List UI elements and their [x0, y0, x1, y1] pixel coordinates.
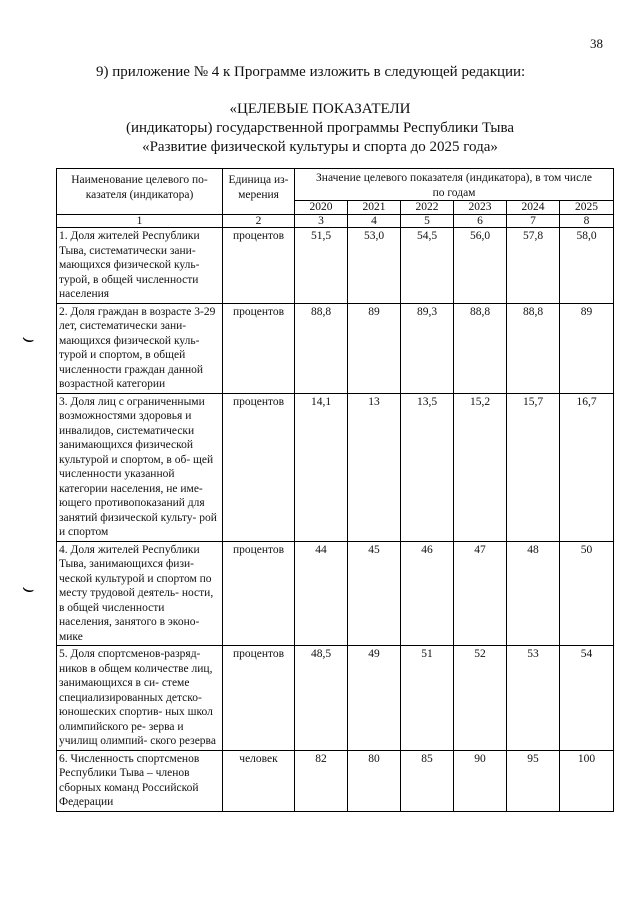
indicator-value: 89 — [560, 303, 614, 393]
indicator-value: 54,5 — [401, 228, 454, 304]
indicator-value: 48 — [507, 541, 560, 646]
indicator-value: 15,7 — [507, 393, 560, 541]
indicator-unit: процентов — [223, 541, 295, 646]
indicator-value: 16,7 — [560, 393, 614, 541]
table-row — [57, 541, 614, 646]
column-number: 6 — [454, 215, 507, 228]
indicator-value: 57,8 — [507, 228, 560, 304]
indicator-name: 5. Доля спортсменов-разряд- ников в общем количестве лиц, занимающихся в си- стеме специализированных детско-юношеских спортив- ных школ олимпийского ре- зерва и училищ олимпий- ского резерва — [57, 646, 223, 751]
title-line-1: «ЦЕЛЕВЫЕ ПОКАЗАТЕЛИ — [229, 101, 411, 117]
indicator-value: 47 — [454, 541, 507, 646]
year-header: 2020 — [295, 201, 348, 215]
indicator-value: 90 — [454, 750, 507, 811]
indicator-value: 56,0 — [454, 228, 507, 304]
column-number: 3 — [295, 215, 348, 228]
indicator-value: 95 — [507, 750, 560, 811]
year-header: 2022 — [401, 201, 454, 215]
indicator-value: 88,8 — [507, 303, 560, 393]
indicator-value: 100 — [560, 750, 614, 811]
indicator-value: 54 — [560, 646, 614, 751]
indicator-unit: процентов — [223, 393, 295, 541]
indicator-value: 13,5 — [401, 393, 454, 541]
margin-mark: ⌣ — [19, 324, 39, 352]
column-number: 5 — [401, 215, 454, 228]
column-number: 2 — [223, 215, 295, 228]
indicator-value: 15,2 — [454, 393, 507, 541]
table-row — [57, 228, 614, 304]
indicator-value: 82 — [295, 750, 348, 811]
column-number: 8 — [560, 215, 614, 228]
indicator-value: 49 — [348, 646, 401, 751]
indicator-value: 53 — [507, 646, 560, 751]
table-row — [57, 393, 614, 541]
header-unit: Единица из- мерения — [223, 169, 295, 215]
table-row — [57, 303, 614, 393]
indicator-value: 45 — [348, 541, 401, 646]
table-row — [57, 646, 614, 751]
column-number: 7 — [507, 215, 560, 228]
year-header: 2023 — [454, 201, 507, 215]
indicator-name: 4. Доля жителей Республики Тыва, занимающихся физи- ческой культурой и спортом по месту трудовой деятель- ности, в общей численности населения, занятого в эконо- мике — [57, 541, 223, 646]
indicator-name: 1. Доля жителей Республики Тыва, систематически зани- мающихся физической куль- турой, в общей численности населения — [57, 228, 223, 304]
indicator-value: 89,3 — [401, 303, 454, 393]
indicator-name: 2. Доля граждан в возрасте 3-29 лет, систематически зани- мающихся физической куль- турой и спортом, в общей численности граждан данной возрастной категории — [57, 303, 223, 393]
document-title — [0, 100, 640, 157]
indicator-value: 13 — [348, 393, 401, 541]
intro-text: 9) приложение № 4 к Программе изложить в следующей редакции: — [96, 64, 526, 80]
indicator-unit: человек — [223, 750, 295, 811]
indicator-value: 89 — [348, 303, 401, 393]
indicator-unit: процентов — [223, 303, 295, 393]
indicator-name: 3. Доля лиц с ограниченными возможностями здоровья и инвалидов, систематически занимающихся физической культурой и спортом, в об- щей численности указанной категории населения, не име- ющего противопоказаний для занятий физической культу- рой и спортом — [57, 393, 223, 541]
title-line-2: (индикаторы) государственной программы Республики Тыва — [125, 120, 515, 136]
year-header: 2025 — [560, 201, 614, 215]
indicator-value: 44 — [295, 541, 348, 646]
indicator-value: 80 — [348, 750, 401, 811]
indicator-value: 50 — [560, 541, 614, 646]
column-numbers-row — [57, 215, 614, 228]
year-header: 2024 — [507, 201, 560, 215]
table-row — [57, 750, 614, 811]
title-line-3: «Развитие физической культуры и спорта до 2025 года» — [142, 139, 498, 155]
indicator-value: 46 — [401, 541, 454, 646]
indicator-value: 52 — [454, 646, 507, 751]
indicator-value: 88,8 — [295, 303, 348, 393]
indicator-name: 6. Численность спортсменов Республики Тыва – членов сборных команд Российской Федерации — [57, 750, 223, 811]
column-number: 1 — [57, 215, 223, 228]
indicator-unit: процентов — [223, 228, 295, 304]
year-header: 2021 — [348, 201, 401, 215]
indicator-value: 48,5 — [295, 646, 348, 751]
indicators-table — [56, 168, 614, 812]
indicator-value: 88,8 — [454, 303, 507, 393]
header-indicator-name: Наименование целевого по- казателя (индикатора) — [57, 169, 223, 215]
margin-mark: ⌣ — [19, 574, 39, 602]
indicator-value: 14,1 — [295, 393, 348, 541]
indicator-value: 53,0 — [348, 228, 401, 304]
indicator-value: 51,5 — [295, 228, 348, 304]
indicator-unit: процентов — [223, 646, 295, 751]
indicator-value: 85 — [401, 750, 454, 811]
indicator-value: 58,0 — [560, 228, 614, 304]
page-number: 38 — [590, 36, 603, 51]
indicator-value: 51 — [401, 646, 454, 751]
header-values: Значение целевого показателя (индикатора), в том числе по годам — [295, 169, 614, 201]
column-number: 4 — [348, 215, 401, 228]
